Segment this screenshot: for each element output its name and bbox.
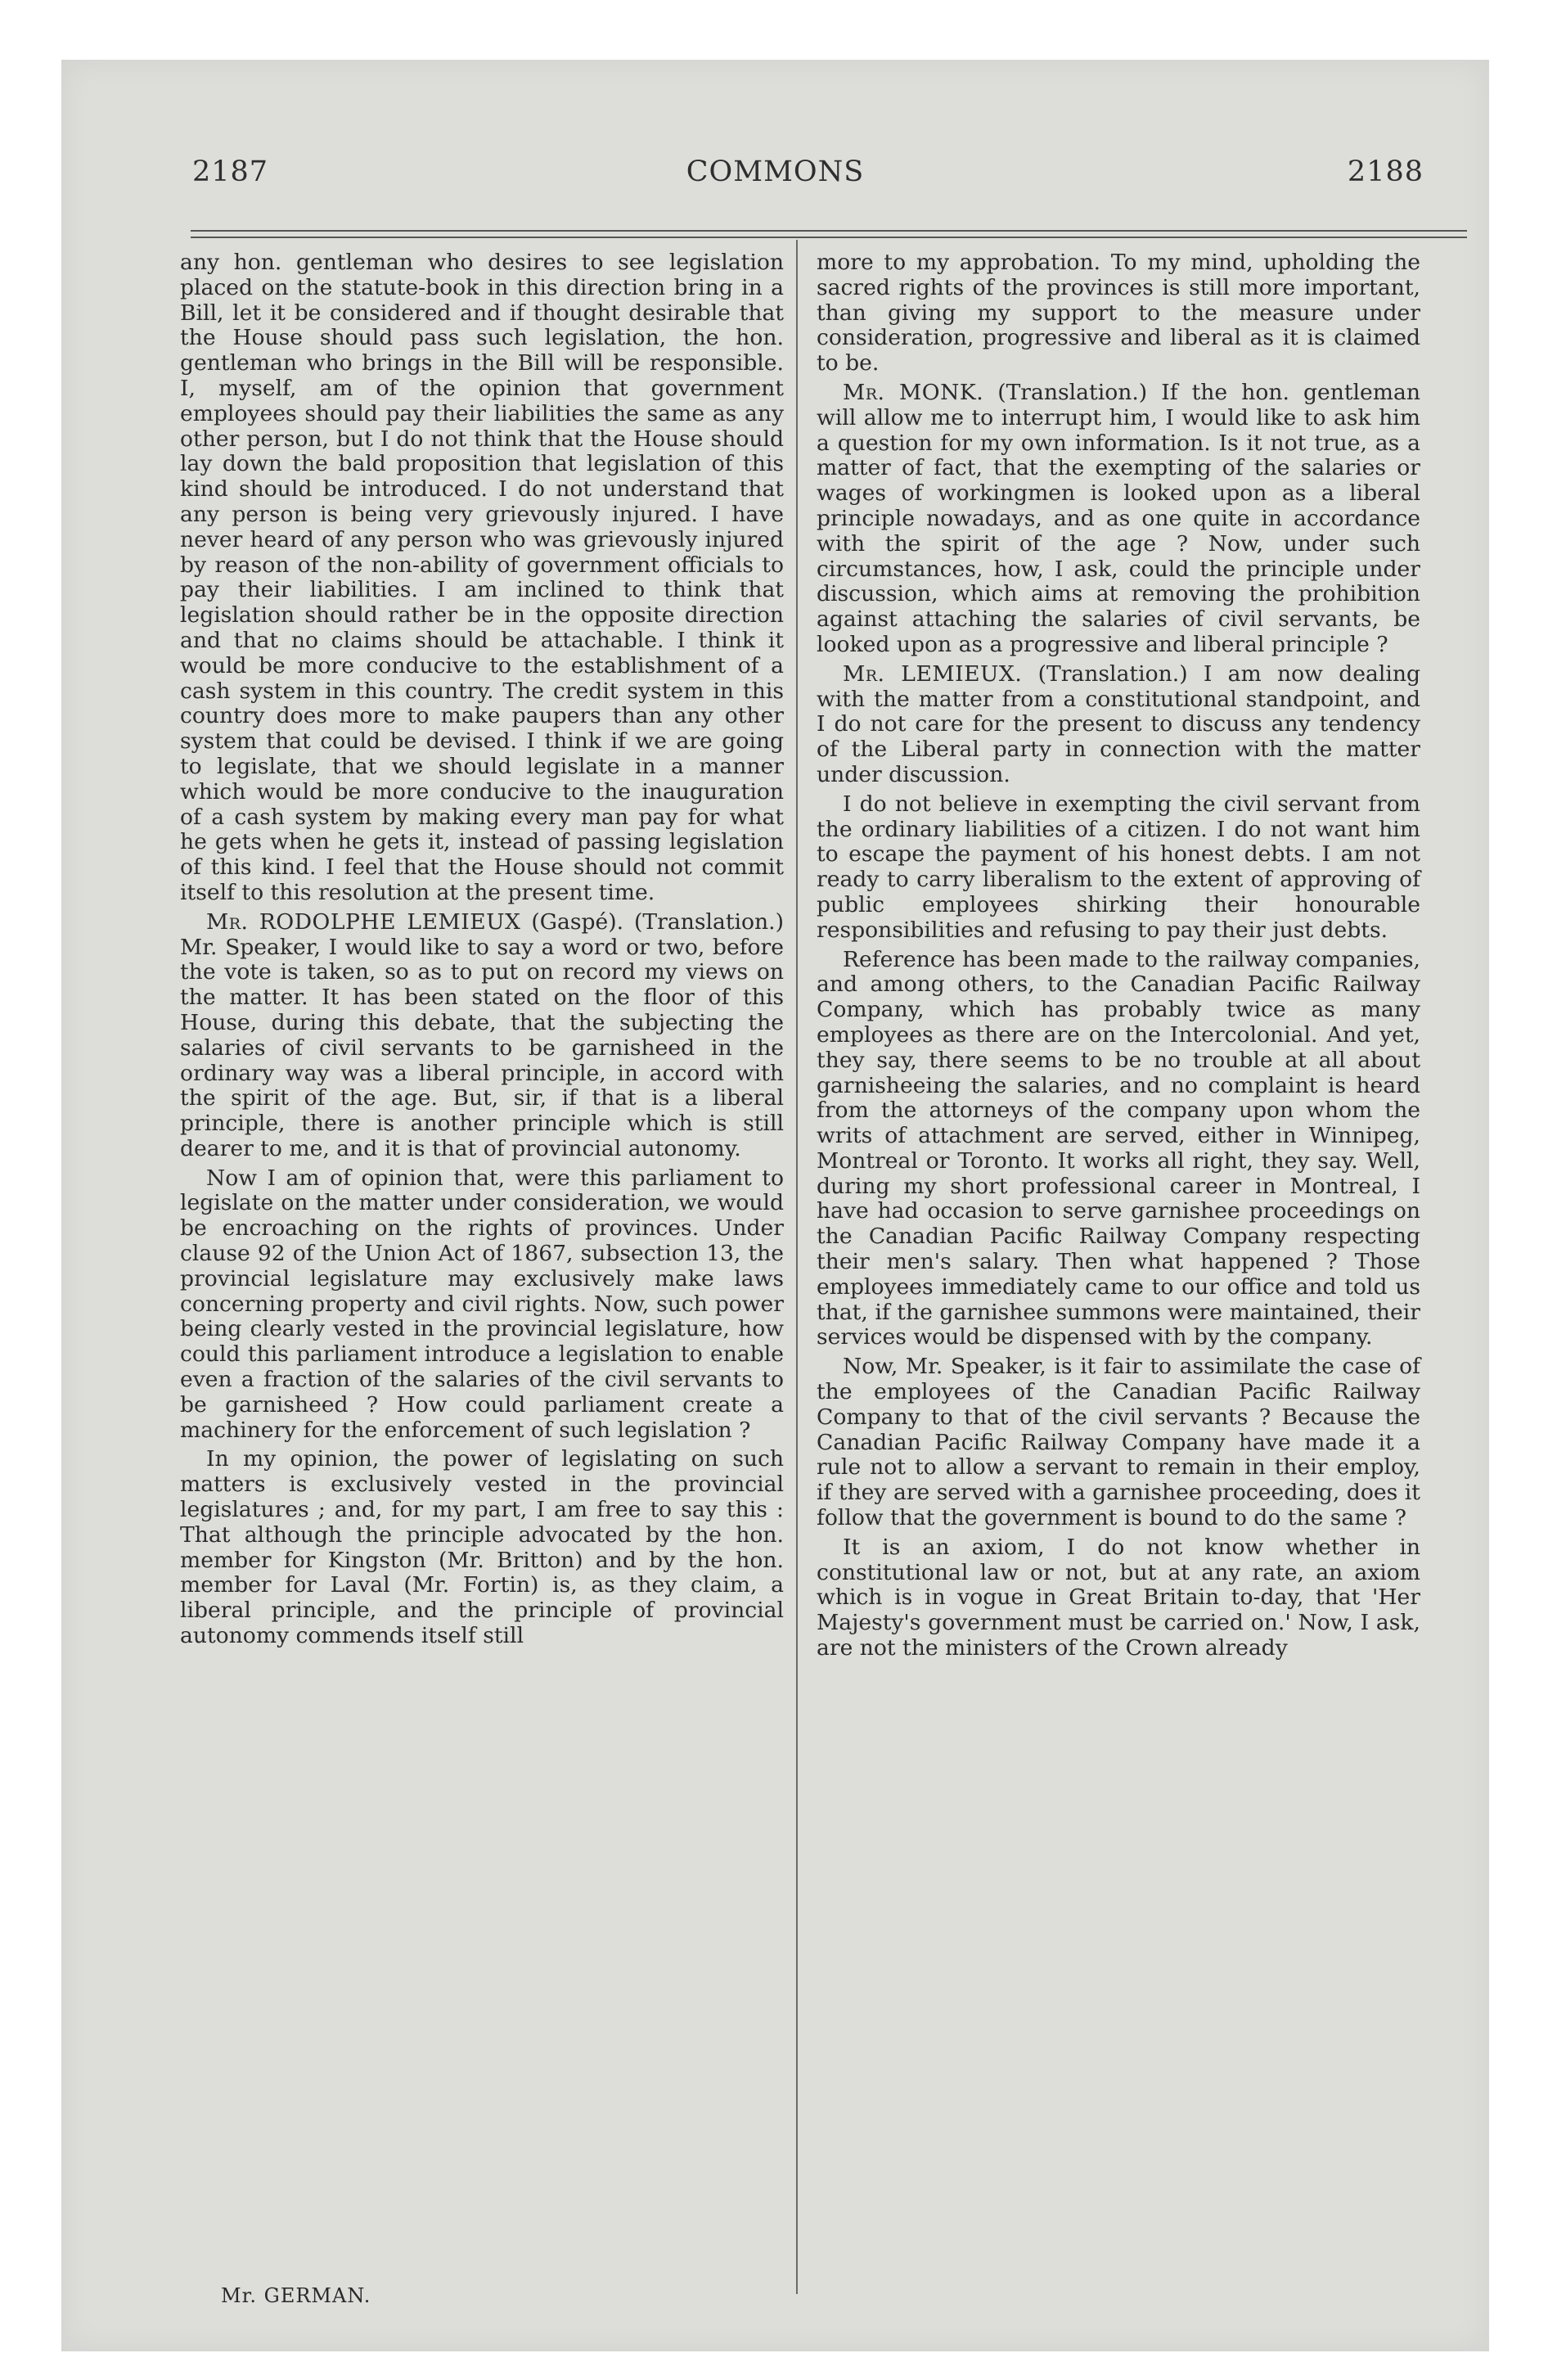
paragraph: It is an axiom, I do not know whether in constitutional law or not, but at any rate, an axiom which is in vogue in Great Britain to-day, that 'Her Majesty's government must be carried on.' Now, I ask, are not the ministers of the Crown already <box>817 1534 1420 1661</box>
speech-text: (Translation.) If the hon. gentleman will allow me to interrupt him, I would like to ask him a question for my own information. Is it not true, as a matter of fact, that the exempting of the salaries or wages of workingmen is looked upon as a liberal principle nowadays, and as one quite in accordance with the spirit of the age ? Now, under such circumstances, how, I ask, could the principle under discussion, which aims at removing the prohibition against attaching the salaries of civil servants, be looked upon as a progressive and liberal principle ? <box>817 379 1420 657</box>
paragraph: more to my approbation. To my mind, upholding the sacred rights of the provinces is still more important, than giving my support to the measure under consideration, progressive and liberal as it is claimed to be. <box>817 250 1420 376</box>
footer-catchword: Mr. GERMAN. <box>221 2284 371 2307</box>
paragraph: any hon. gentleman who desires to see legislation placed on the statute-book in this direction bring in a Bill, let it be considered and if thought desirable that the House should pass such legislation, the hon. gentleman who brings in the Bill will be responsible. I, myself, am of the opinion that government employees should pay their liabilities the same as any other person, but I do not think that the House should lay down the bald proposition that legislation of this kind should be introduced. I do not understand that any person is being very grievously injured. I have never heard of any person who was grievously injured by reason of the non-ability of government officials to pay their liabilities. I am inclined to think that legislation should rather be in the opposite direction and that no claims should be attachable. I think it would be more conducive to the establishment of a cash system in this country. The credit system in this country does more to make paupers than any other system that could be devised. I think if we are going to legislate, that we should legislate in a manner which would be more conducive to the inauguration of a cash system by making every man pay for what he gets when he gets it, instead of passing legislation of this kind. I feel that the House should not commit itself to this resolution at the present time. <box>180 250 784 905</box>
paragraph <box>817 662 1420 788</box>
speech-text: (Translation.) I am now dealing with the matter from a constitutional standpoint, and I do not care for the present to discuss any tendency of the Liberal party in connection with the matter under discussion. <box>817 660 1421 787</box>
column-divider <box>796 240 798 2294</box>
paragraph: Reference has been made to the railway companies, and among others, to the Canadian Pacific Railway Company, which has probably twice as many employees as there are on the Intercolonial. And yet, they say, there seems to be no trouble at all about garnisheeing the salaries, and no complaint is heard from the attorneys of the company upon whom the writs of attachment are served, either in Winnipeg, Montreal or Toronto. It works all right, they say. Well, during my short professional career in Montreal, I have had occasion to serve garnishee proceedings on the Canadian Pacific Railway Company respecting their men's salary. Then what happened ? Those employees immediately came to our office and told us that, if the garnishee summons were maintained, their services would be dispensed with by the company. <box>817 946 1420 1350</box>
paragraph: Now, Mr. Speaker, is it fair to assimilate the case of the employees of the Canadian Pacific Railway Company to that of the civil servants ? Because the Canadian Pacific Railway Company have made it a rule not to allow a servant to remain in their employ, if they are served with a garnishee proceeding, does it follow that the government is bound to do the same ? <box>817 1354 1420 1531</box>
left-page-number: 2187 <box>192 156 269 188</box>
left-column <box>180 250 784 1649</box>
paragraph: Now I am of opinion that, were this parliament to legislate on the matter under consideration, we would be encroaching on the rights of provinces. Under clause 92 of the Union Act of 1867, subsection 13, the provincial legislature may exclusively make laws concerning property and civil rights. Now, such power being clearly vested in the provincial legislature, how could this parliament introduce a legislation to enable even a fraction of the salaries of the civil servants to be garnisheed ? How could parliament create a machinery for the enforcement of such legislation ? <box>180 1165 784 1443</box>
speaker-name: Mr. RODOLPHE LEMIEUX <box>206 908 521 935</box>
header-rule-top <box>191 230 1467 232</box>
paragraph <box>817 381 1420 658</box>
speaker-name: Mr. LEMIEUX. <box>843 660 1023 687</box>
paragraph: In my opinion, the power of legislating on such matters is exclusively vested in the provincial legislatures ; and, for my part, I am free to say this : That although the principle advocated by the hon. member for Kingston (Mr. Britton) and by the hon. member for Laval (Mr. Fortin) is, as they claim, a liberal principle, and the principle of provincial autonomy commends itself still <box>180 1446 784 1649</box>
paragraph <box>180 910 784 1162</box>
paragraph: I do not believe in exempting the civil servant from the ordinary liabilities of a citizen. I do not want him to escape the payment of his honest debts. I am not ready to carry liberalism to the extent of approving of public employees shirking their honourable responsibilities and refusing to pay their just debts. <box>817 791 1420 943</box>
speech-text: (Gaspé). (Translation.) Mr. Speaker, I would like to say a word or two, before the vote is taken, so as to put on record my views on the matter. It has been stated on the floor of this House, during this debate, that the subjecting the salaries of civil servants to be garnisheed in the ordinary way was a liberal principle, in accord with the spirit of the age. But, sir, if that is a liberal principle, there is another principle which is still dearer to me, and it is that of provincial autonomy. <box>180 908 784 1161</box>
right-column <box>817 250 1420 1661</box>
scanned-page <box>61 60 1489 2351</box>
header-rule-bottom <box>191 237 1467 238</box>
speaker-name: Mr. MONK. <box>843 379 984 405</box>
right-page-number: 2188 <box>1347 156 1424 188</box>
page-title: COMMONS <box>686 156 865 188</box>
